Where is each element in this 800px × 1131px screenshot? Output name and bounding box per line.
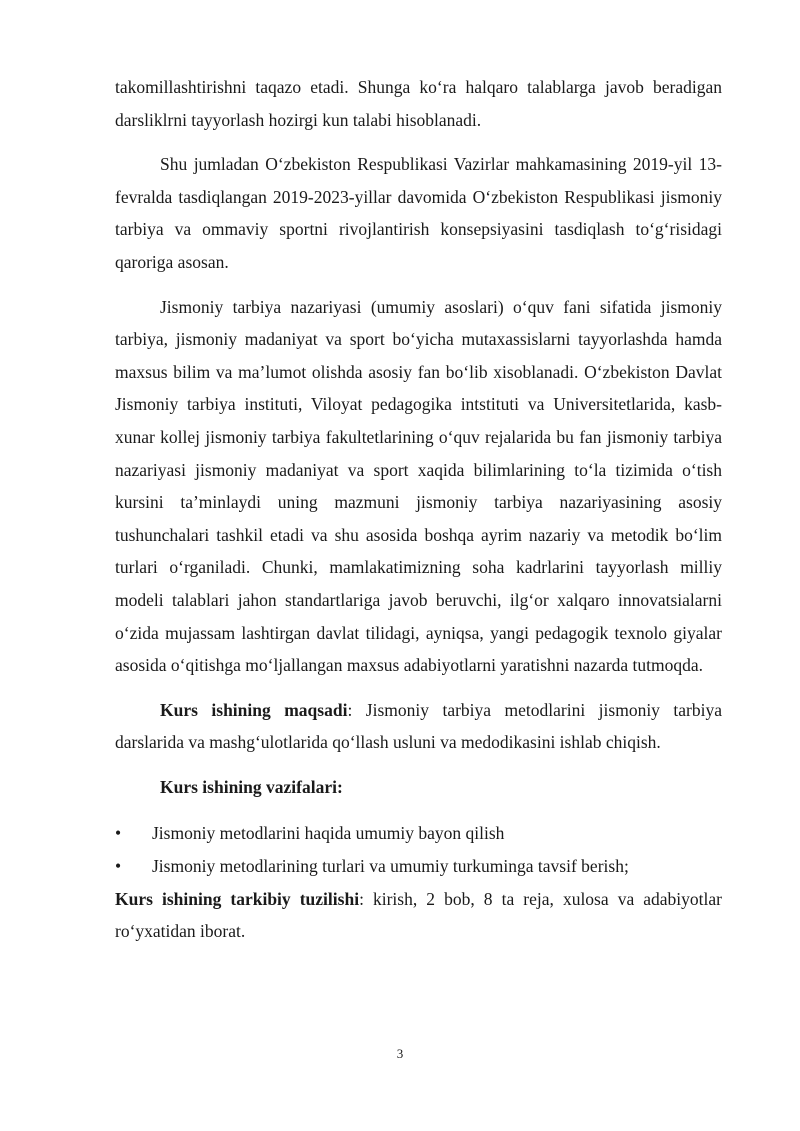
list-item-text: Jismoniy metodlarini haqida umumiy bayon qilish xyxy=(152,823,505,844)
paragraph-theory: Jismoniy tarbiya nazariyasi (umumiy asoslari) o‘quv fani sifatida jismoniy tarbiya, jismoniy madaniyat va sport bo‘yicha mutaxassislarni tayyorlashda hamda maxsus bilim va ma’lumot olishda asosiy fan bo‘lib xisoblanadi. O‘zbekiston Davlat Jismoniy tarbiya instituti, Viloyat pedagogika intstituti va Universitetlarida, kasb-xunar kollej jismoniy tarbiya fakultetlarining o‘quv rejalarida bu fan jismoniy tarbiya nazariyasi jismoniy madaniyat va sport xaqida bilimlarining to‘la tizimida o‘tish kursini ta’minlaydi uning mazmuni jismoniy tarbiya nazariyasining asosiy tushunchalari tashkil etadi va shu asosida boshqa ayrim nazariy va metodik bo‘lim turlari o‘rganiladi. Chunki, mamlakatimizning soha kadrlarini tayyorlash milliy modeli talablari jahon standartlariga javob beruvchi, ilg‘or xalqaro innovatsialarni o‘zida mujassam lashtirgan davlat tilidagi, ayniqsa, yangi pedagogik texnolo giyalar asosida o‘qitishga mo‘ljallangan maxsus adabiyotlarni yaratishni nazarda tutmoqda. xyxy=(115,296,722,676)
structure-text: : kirish, 2 bob, 8 ta reja, xulosa va adabiyotlar ro‘yxatidan iborat. xyxy=(115,888,722,942)
list-item-text: Jismoniy metodlarining turlari va umumiy turkuminga tavsif berish; xyxy=(152,856,629,877)
list-item xyxy=(115,817,722,850)
tasks-heading xyxy=(115,771,722,804)
page-number: 3 xyxy=(396,1046,404,1061)
bullet-icon: • xyxy=(115,856,122,877)
goal-text: : Jismoniy tarbiya metodlarini jismoniy tarbiya darslarida va mashg‘ulotlarida qo‘llash usluni va medodikasini ishlab chiqish. xyxy=(115,699,722,753)
paragraph-continuation: takomillashtirishni taqazo etadi. Shunga ko‘ra halqaro talablarga javob beradigan darsliklrni tayyorlash hozirgi kun talabi hisoblanadi. xyxy=(115,77,722,130)
paragraph-goal xyxy=(115,694,722,759)
structure-label: Kurs ishining tarkibiy tuzilishi xyxy=(115,888,360,909)
body-text xyxy=(115,71,722,948)
bullet-icon: • xyxy=(115,823,122,844)
paragraph-decree: Shu jumladan O‘zbekiston Respublikasi Vazirlar mahkamasining 2019-yil 13-fevralda tasdiqlangan 2019-2023-yillar davomida O‘zbekiston Respublikasi jismoniy tarbiya va ommaviy sportni rivojlantirish konsepsiyasini tasdiqlash to‘g‘risidagi qaroriga asosan. xyxy=(115,154,722,272)
goal-label: Kurs ishining maqsadi xyxy=(160,699,348,720)
list-item xyxy=(115,850,722,883)
tasks-list xyxy=(115,817,722,882)
paragraph-structure xyxy=(115,883,722,948)
tasks-heading-text: Kurs ishining vazifalari: xyxy=(160,776,343,797)
